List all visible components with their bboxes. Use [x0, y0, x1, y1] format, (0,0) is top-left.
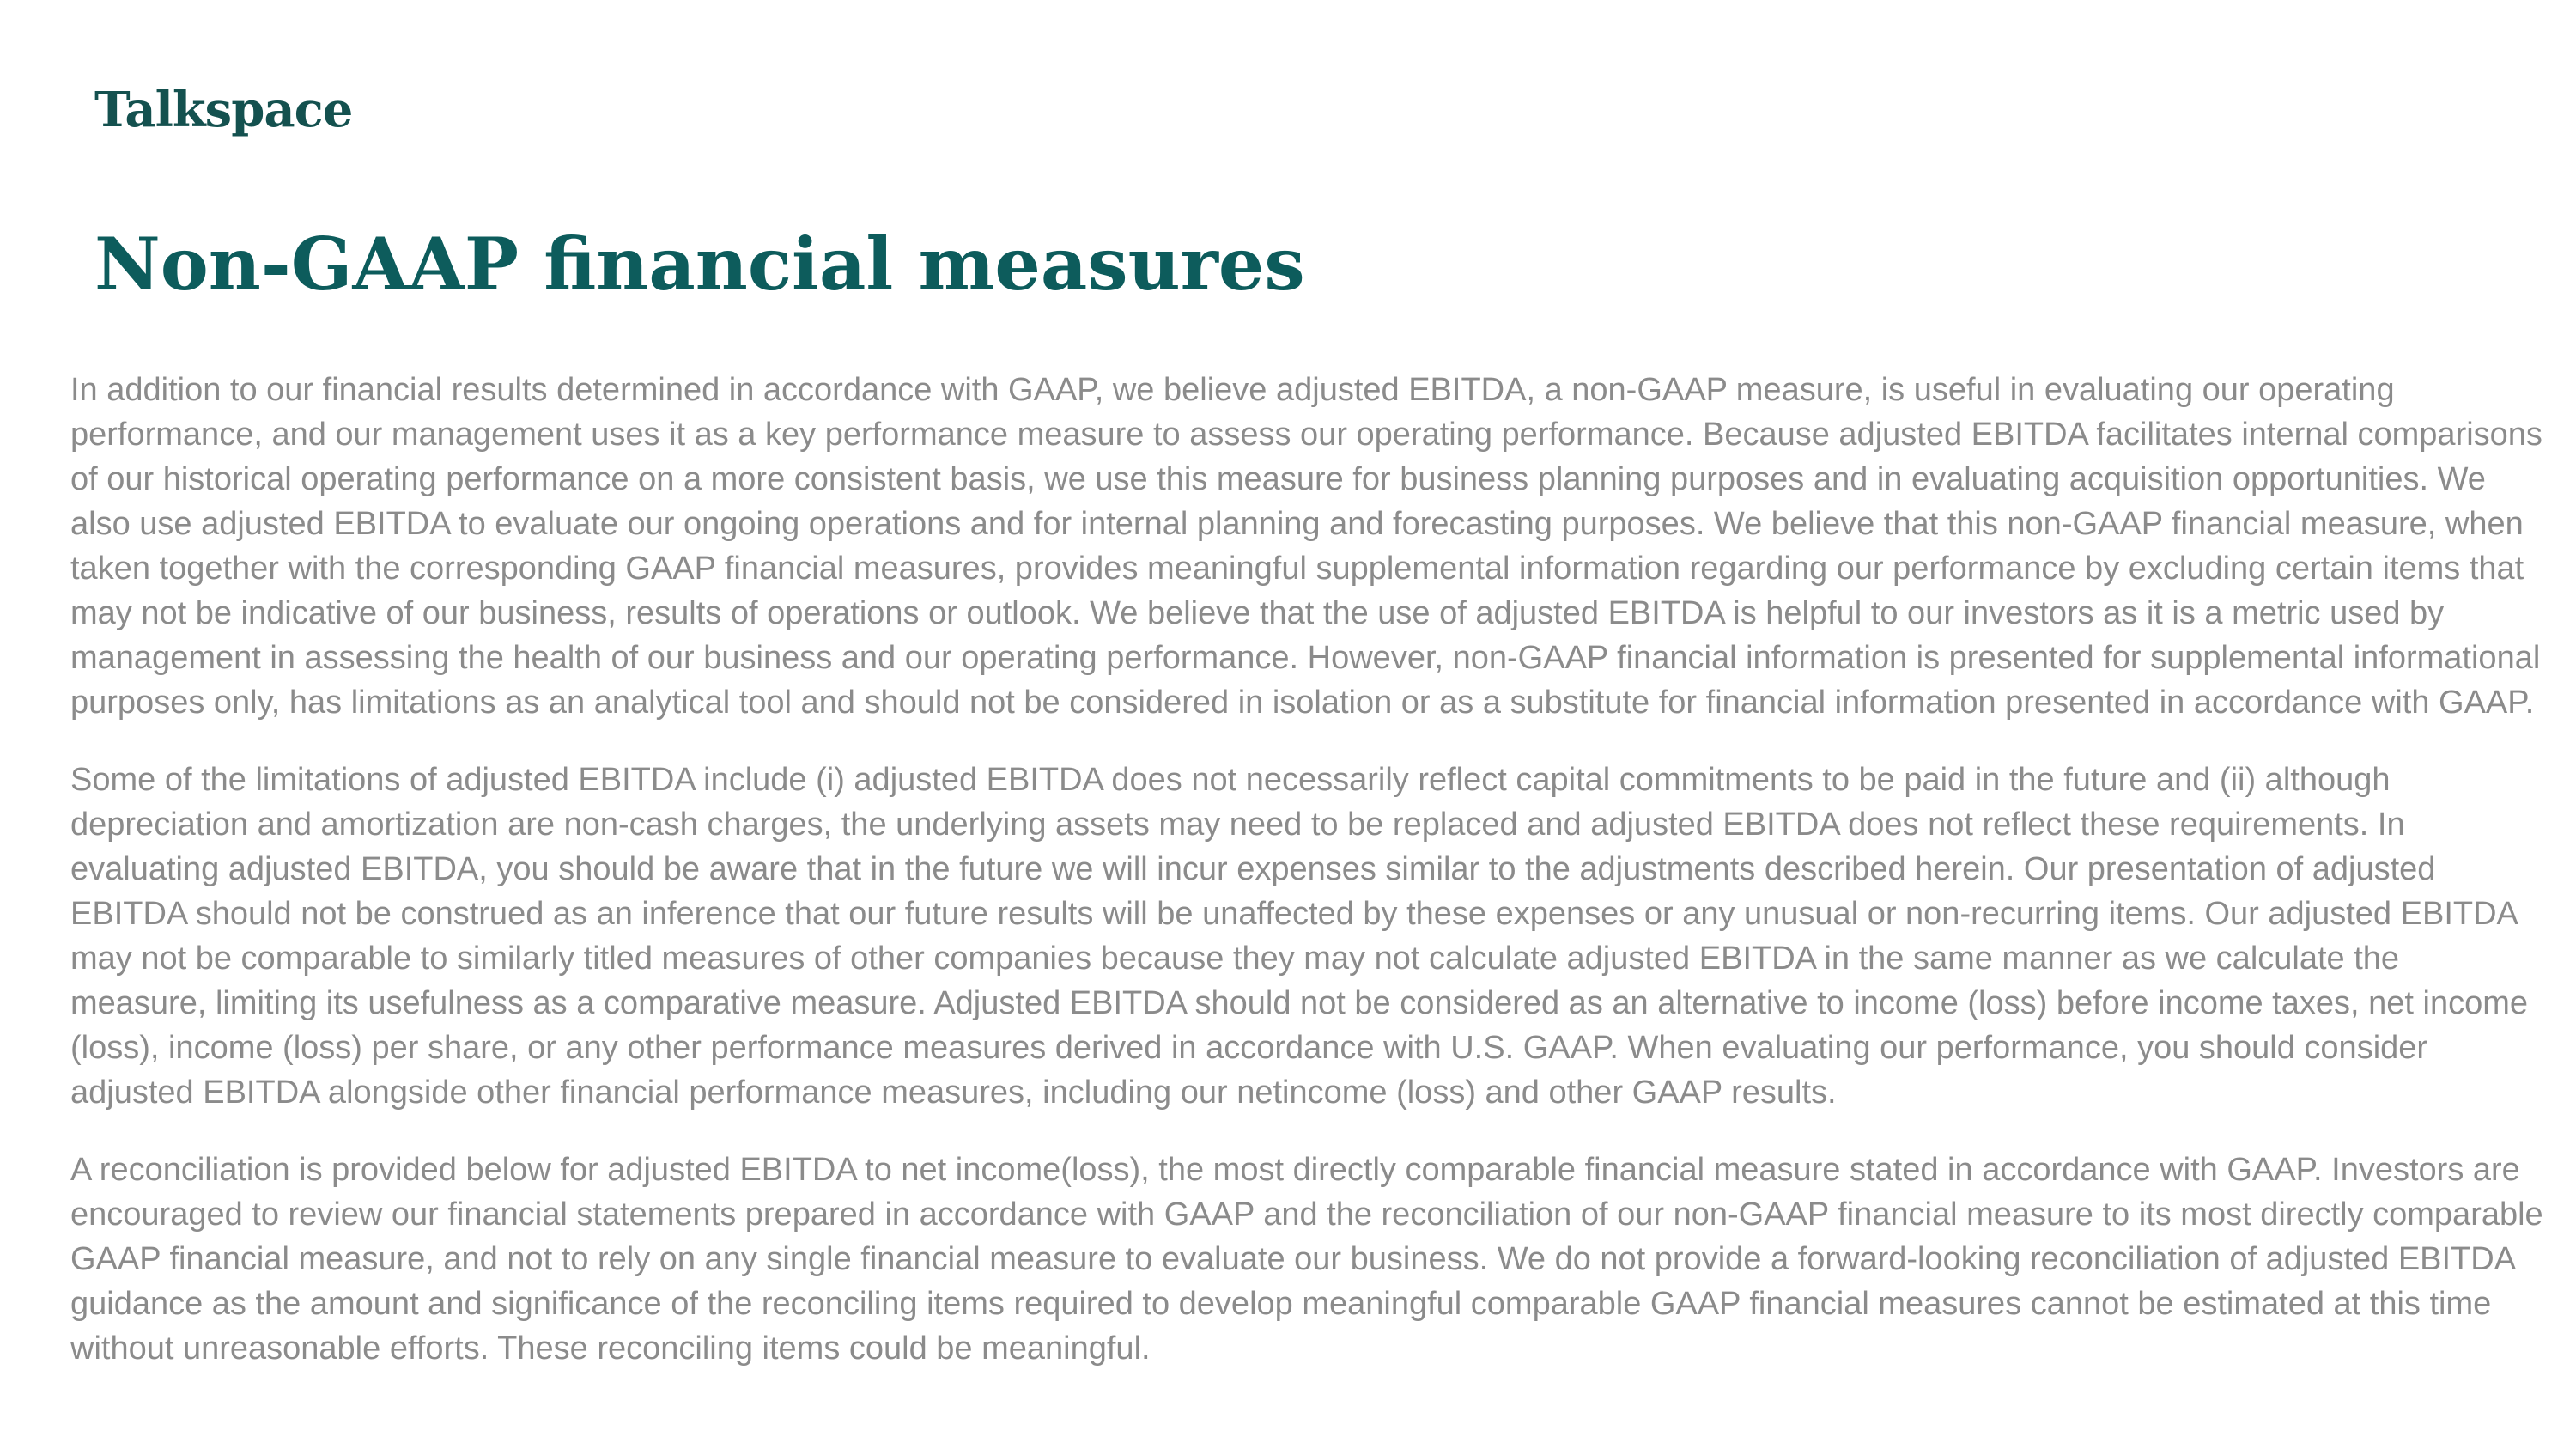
paragraph-adjusted-ebitda-limitations: Some of the limitations of adjusted EBITDA include (i) adjusted EBITDA does not necessarily reflect capital commitments to be paid in the future and (ii) although depreciation and amortization are non-cash charges, the underlying assets may need to be replaced and adjusted EBITDA does not reflect these requirements. In evaluating adjusted EBITDA, you should be aware that in the future we will incur expenses similar to the adjustments described herein. Our presentation of adjusted EBITDA should not be construed as an inference that our future results will be unaffected by these expenses or any unusual or non-recurring items. Our adjusted EBITDA may not be comparable to similarly titled measures of other companies because they may not calculate adjusted EBITDA in the same manner as we calculate the measure, limiting its usefulness as a comparative measure. Adjusted EBITDA should not be considered as an alternative to income (loss) before income taxes, net income (loss), income (loss) per share, or any other performance measures derived in accordance with U.S. GAAP. When evaluating our performance, you should consider adjusted EBITDA alongside other financial performance measures, including our netincome (loss) and other GAAP results.: [70, 762, 2529, 1111]
page-title: Non-GAAP financial measures: [94, 222, 1305, 307]
paragraph-reconciliation: A reconciliation is provided below for adjusted EBITDA to net income(loss), the most directly comparable financial measure stated in accordance with GAAP. Investors are encouraged to review our financial statements prepared in accordance with GAAP and the reconciliation of our non-GAAP financial measure to its most directly comparable GAAP financial measure, and not to rely on any single financial measure to evaluate our business. We do not provide a forward-looking reconciliation of adjusted EBITDA guidance as the amount and significance of the reconciling items required to develop meaningful comparable GAAP financial measures cannot be estimated at this time without unreasonable efforts. These reconciling items could be meaningful.: [70, 1152, 2543, 1367]
talkspace-logo: Talkspace: [94, 82, 353, 138]
paragraph-adjusted-ebitda-usefulness: In addition to our financial results determined in accordance with GAAP, we believe adjusted EBITDA, a non-GAAP measure, is useful in evaluating our operating performance, and our management uses it as a key performance measure to assess our operating performance. Because adjusted EBITDA facilitates internal comparisons of our historical operating performance on a more consistent basis, we use this measure for business planning purposes and in evaluating acquisition opportunities. We also use adjusted EBITDA to evaluate our ongoing operations and for internal planning and forecasting purposes. We believe that this non-GAAP financial measure, when taken together with the corresponding GAAP financial measures, provides meaningful supplemental information regarding our performance by excluding certain items that may not be indicative of our business, results of operations or outlook. We believe that the use of adjusted EBITDA is helpful to our investors as it is a metric used by management in assessing the health of our business and our operating performance. However, non-GAAP financial information is presented for supplemental informational purposes only, has limitations as an analytical tool and should not be considered in isolation or as a substitute for financial information presented in accordance with GAAP.: [70, 372, 2543, 721]
body-text: [70, 368, 2543, 1403]
